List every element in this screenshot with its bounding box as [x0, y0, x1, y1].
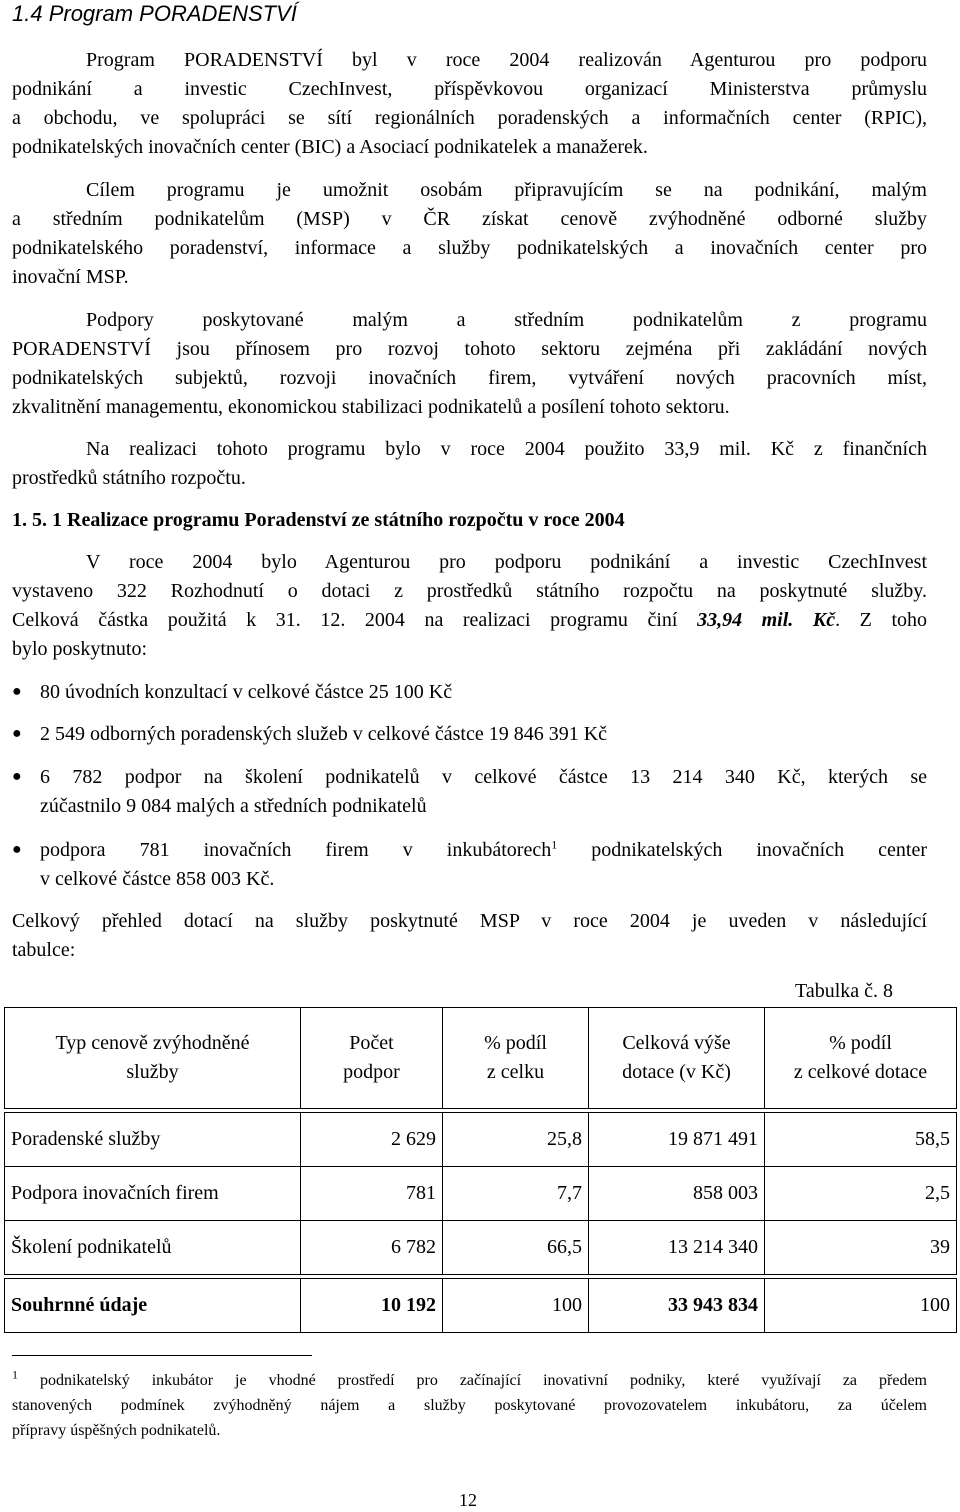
page-heading: 1.4 Program PORADENSTVÍ — [12, 1, 297, 26]
support-line-1: Podpory poskytované malým a středním podnikatelům z programu — [86, 309, 927, 331]
header-service-type: Typ cenově zvýhodněné služby — [5, 1008, 301, 1109]
funding-line-1: Na realizaci tohoto programu bylo v roce 2004 použito 33,9 mil. Kč z finančních — [86, 438, 927, 460]
bullet-item-2: 2 549 odborných poradenských služeb v celkové částce 19 846 391 Kč — [40, 723, 608, 745]
intro-line-4: podnikatelských inovačních center (BIC) a Asociací podnikatelek a manažerek. — [12, 136, 648, 158]
realization-line-2: vystaveno 322 Rozhodnutí o dotaci z prostředků státního rozpočtu na poskytnuté služby. — [12, 580, 927, 602]
footnote-line-2: stanovených podmínek zvýhodněný nájem a služby poskytované provozovatelem inkubátoru, za účelem — [12, 1397, 927, 1414]
table-row: Podpora inovačních firem 781 7,7 858 003 2,5 — [5, 1167, 957, 1221]
realization-line-4: bylo poskytnuto: — [12, 638, 148, 660]
subsidy-table — [4, 1007, 957, 1333]
table-header-row — [5, 1008, 957, 1109]
intro-line-3: a obchodu, ve spolupráci se sítí regionálních poradenských a informačních center (RPIC), — [12, 107, 927, 129]
table-caption: Tabulka č. 8 — [795, 980, 894, 1002]
bullet-item-4-line-2: v celkové částce 858 003 Kč. — [40, 868, 275, 890]
table-total-row: Souhrnné údaje 10 192 100 33 943 834 100 — [5, 1279, 957, 1333]
table-row: Školení podnikatelů 6 782 66,5 13 214 340 39 — [5, 1221, 957, 1275]
goal-line-2: a středním podnikatelům (MSP) v ČR získat cenově zvýhodněné odborné služby — [12, 208, 927, 230]
goal-line-3: podnikatelského poradenství, informace a služby podnikatelských a inovačních center pro — [12, 237, 927, 259]
section-title: 1. 5. 1 Realizace programu Poradenství ze státního rozpočtu v roce 2004 — [12, 509, 625, 531]
bullet-item-3-line-2: zúčastnilo 9 084 malých a středních podnikatelů — [40, 795, 427, 817]
overview-line-1: Celkový přehled dotací na služby poskytnuté MSP v roce 2004 je uveden v následující — [12, 910, 927, 932]
intro-line-2: podnikání a investic CzechInvest, příspěvkovou organizací Ministerstva průmyslu — [12, 78, 927, 100]
header-total-amount: Celková výše dotace (v Kč) — [589, 1008, 765, 1109]
bullet-icon: ● — [12, 768, 22, 785]
footnote-line-1: $^1$ podnikatelský inkubátor je vhodné prostředí pro začínající inovativní podniky, které využívají za předem — [12, 1367, 927, 1389]
footnote-marker: 1 — [12, 1367, 18, 1382]
overview-line-2: tabulce: — [12, 939, 76, 961]
footnote-divider — [12, 1355, 312, 1356]
bullet-icon: ● — [12, 683, 22, 700]
support-line-3: podnikatelských subjektů, rozvoji inovačních firem, vytváření nových pracovních míst, — [12, 367, 927, 389]
bullet-item-4-line-1: podpora 781 inovačních firem v inkubátorech$^1$ podnikatelských inovačních center — [40, 837, 927, 861]
header-count: Počet podpor — [301, 1008, 443, 1109]
bullet-icon: ● — [12, 725, 22, 742]
bullet-icon: ● — [12, 841, 22, 858]
funding-line-2: prostředků státního rozpočtu. — [12, 467, 246, 489]
realization-line-1: V roce 2004 bylo Agenturou pro podporu podnikání a investic CzechInvest — [86, 551, 927, 573]
footnote-ref: 1 — [551, 837, 558, 852]
realization-line-3: Celková částka použitá k 31. 12. 2004 na realizaci programu činí 33,94 mil. Kč. Z toho — [12, 609, 928, 631]
bullet-item-1: 80 úvodních konzultací v celkové částce 25 100 Kč — [40, 681, 453, 703]
footnote-line-3: přípravy úspěšných podnikatelů. — [12, 1422, 221, 1439]
support-line-4: zkvalitnění managementu, ekonomickou stabilizaci podnikatelů a posílení tohoto sektoru. — [12, 396, 730, 418]
total-amount: 33,94 mil. Kč — [697, 609, 836, 631]
intro-line-1: Program PORADENSTVÍ byl v roce 2004 realizován Agenturou pro podporu — [86, 49, 927, 71]
support-line-2: PORADENSTVÍ jsou přínosem pro rozvoj tohoto sektoru zejména při zakládání nových — [12, 338, 927, 360]
page-number: 12 — [459, 1490, 477, 1510]
goal-line-4: inovační MSP. — [12, 266, 129, 288]
header-amount-share: % podíl z celkové dotace — [765, 1008, 957, 1109]
table-row: Poradenské služby 2 629 25,8 19 871 491 58,5 — [5, 1113, 957, 1167]
header-share: % podíl z celku — [443, 1008, 589, 1109]
bullet-item-3-line-1: 6 782 podpor na školení podnikatelů v celkové částce 13 214 340 Kč, kterých se — [40, 766, 927, 788]
goal-line-1: Cílem programu je umožnit osobám připravujícím se na podnikání, malým — [86, 179, 927, 201]
